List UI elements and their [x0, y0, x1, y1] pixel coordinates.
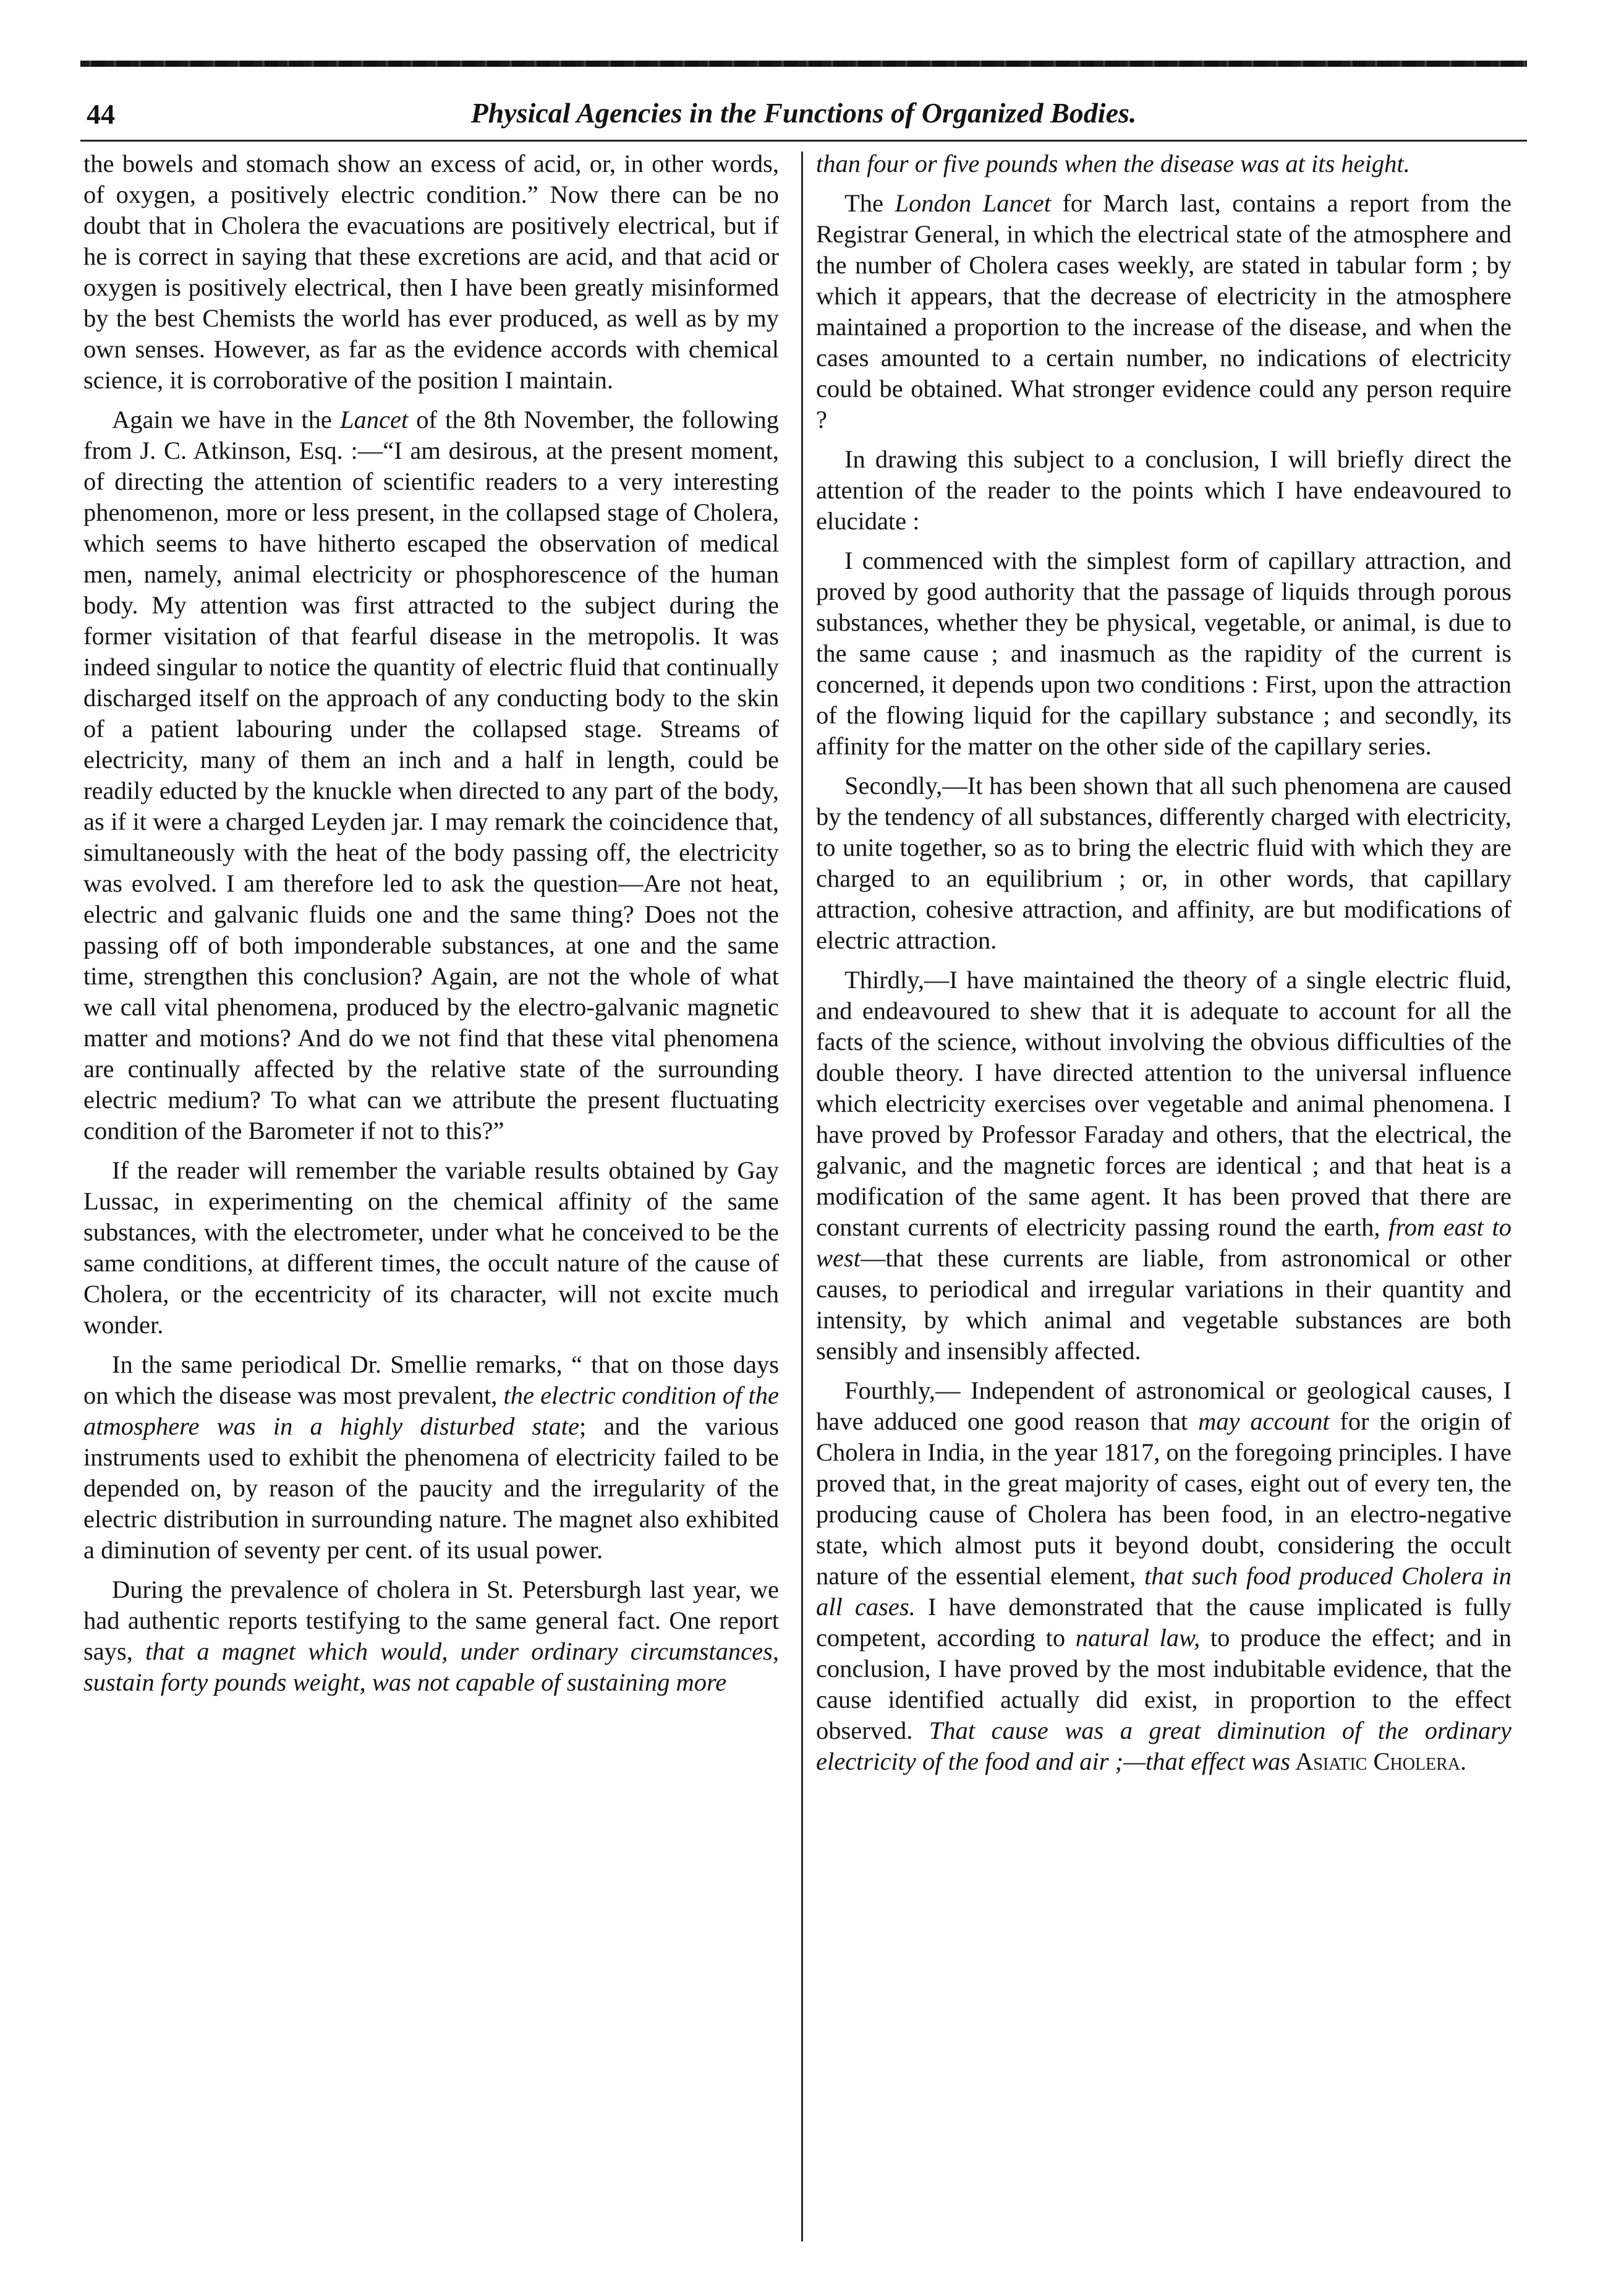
text-run: Thirdly,—I have maintained the theory of a single electric fluid, and endeavoured to shew that it is adequate to account for all the facts of the science, without involving the obvious difficulties of the double theory. I have directed attention to the universal influence which electricity exercises over vegetable and animal phenomena. I have proved by Professor Faraday and others, that the electrical, the galvanic, and the magnetic forces are identical ; and that heat is a modification of the same agent. It has been proved that there are constant currents of electricity passing round the earth,	[816, 966, 1511, 1241]
text-run: for March last, contains a report from the Registrar General, in which the electrical state of the atmosphere and the number of Cholera cases weekly, are stated in tabular form ; by which it appears, that the decrease of electricity in the atmosphere maintained a proportion to the increase of the disease, and when the cases amounted to a certain number, no indications of electricity could be obtained. What stronger evidence could any person require ?	[816, 189, 1511, 433]
text-run: for the origin of Cholera in India, in the year 1817, on the foregoing principles. I have proved that, in the great majority of cases, eight out of every ten, the producing cause of Cholera has been food, in an electro-negative state, which almost puts it beyond doubt, considering the occult nature of the essential element,	[816, 1407, 1511, 1590]
paragraph	[83, 404, 779, 1146]
text-run: Fourthly,— Independent of astronomical or geological causes, I have adduced one good reason that	[816, 1376, 1511, 1435]
paragraph	[816, 965, 1511, 1367]
paragraph: the bowels and stomach show an excess of acid, or, in other words, of oxygen, a positively electric condition.” Now there can be no doubt that in Cholera the evacuations are positively electrical, but if he is correct in saying that these excretions are acid, and that acid or oxygen is positively electrical, then I have been greatly misinformed by the best Chemists the world has ever produced, as well as by my own senses. However, as far as the evidence accords with chemical science, it is corroborative of the position I maintain.	[83, 150, 779, 394]
paragraph	[83, 1349, 779, 1566]
italic-text: London Lancet	[895, 189, 1051, 217]
running-title: Physical Agencies in the Functions of Organized Bodies.	[470, 97, 1137, 129]
small-caps-text: Asiatic Cholera.	[1290, 1747, 1467, 1775]
italic-text: that a magnet which would, under ordinary circumstances, sustain forty pounds weight, was not capable of sustaining more	[83, 1637, 779, 1696]
right-column	[816, 148, 1511, 2245]
page-number: 44	[87, 98, 115, 130]
paragraph: I commenced with the simplest form of capillary attraction, and proved by good authority that the passage of liquids through porous substances, whether they be physical, vegetable, or animal, is due to the same cause ; and inasmuch as the rapidity of the current is concerned, it depends upon two conditions : First, upon the attraction of the flowing liquid for the capillary substance ; and secondly, its affinity for the matter on the other side of the capillary series.	[816, 547, 1511, 760]
text-run: During the prevalence of cholera in St. Petersburgh last year, we had authentic reports testifying to the same general fact. One report says,	[83, 1576, 779, 1665]
text-run: The	[844, 189, 895, 217]
italic-text: Lancet	[339, 406, 409, 433]
text-run: to produce the effect; and in conclusion, I have proved by the most indubitable evidence, that the cause identified actually did exist, in proportion to the effect observed.	[816, 1624, 1511, 1744]
text-run: ; and the various instruments used to exhibit the phenomena of electricity failed to be depended on, by reason of the paucity and the irregularity of the electric distribution in surrounding nature. The magnet also exhibited a diminution of seventy per cent. of its usual power.	[83, 1412, 779, 1564]
italic-text: natural law,	[1075, 1624, 1201, 1652]
text-run: of the 8th November, the following from J. C. Atkinson, Esq. :—“I am desirous, at the present moment, of directing the attention of scientific readers to a very interesting phenomenon, more or less present, in the collapsed stage of Cholera, which seems to have hitherto escaped the observation of medical men, namely, animal electricity or phosphorescence of the human body. My attention was first attracted to the subject during the former visitation of that fearful disease in the metropolis. It was indeed singular to notice the quantity of electric fluid that continually discharged itself on the approach of any conducting body to the skin of a patient labouring under the collapsed stage. Streams of electricity, many of them an inch and a half in length, could be readily educted by the knuckle when directed to any part of the body, as if it were a charged Leyden jar. I may remark the coincidence that, simultaneously with the heat of the body passing off, the electricity was evolved. I am therefore led to ask the question—Are not heat, electric and galvanic fluids one and the same thing? Does not the passing off of both imponderable substances, at one and the same time, strengthen this conclusion? Again, are not the whole of what we call vital phenomena, produced by the electro-galvanic magnetic matter and motions? And do we not find that these vital phenomena are continually affected by the relative state of the surrounding electric medium? To what can we attribute the present fluctuating condition of the Barometer if not to this?”	[83, 406, 779, 1145]
paragraph: If the reader will remember the variable results obtained by Gay Lussac, in experimenting on the chemical affinity of the same substances, with the electrometer, under what he conceived to be the same conditions, at different times, the occult nature of the cause of Cholera, or the eccentricity of its character, will not excite much wonder.	[83, 1156, 779, 1339]
text-run: I have demonstrated that the cause implicated is fully competent, according to	[816, 1593, 1511, 1652]
text-run: In the same periodical Dr. Smellie remarks, “ that on those days on which the disease was most prevalent,	[83, 1350, 779, 1409]
paragraph	[816, 188, 1511, 435]
paragraph: In drawing this subject to a conclusion, I will briefly direct the attention of the reader to the points which I have endeavoured to elucidate :	[816, 445, 1511, 535]
left-column	[83, 148, 779, 2245]
page-header	[80, 74, 1527, 136]
paragraph: Secondly,—It has been shown that all such phenomena are caused by the tendency of all substances, differently charged with electricity, to unite together, so as to bring the electric fluid with which they are charged to an equilibrium ; or, in other words, that capillary attraction, cohesive attraction, and affinity, are but modifications of electric attraction.	[816, 772, 1511, 954]
italic-text: that such food produced Cholera in all cases.	[816, 1562, 1511, 1621]
italic-text: That cause was a great diminution of the ordinary electricity of the food and air ;—that effect was	[816, 1716, 1511, 1775]
paragraph: than four or five pounds when the disease was at its height.	[816, 150, 1410, 177]
italic-text: may account	[1198, 1407, 1330, 1435]
paragraph	[816, 1375, 1511, 1777]
italic-text: from east to west	[816, 1213, 1511, 1272]
header-rule	[80, 140, 1527, 142]
text-run: Again we have in the	[112, 406, 340, 433]
paragraph	[83, 1574, 779, 1698]
top-decorative-rule	[80, 61, 1527, 67]
text-run: —that these currents are liable, from astronomical or other causes, to periodical and irregular variations in their quantity and intensity, by which animal and vegetable substances are both sensibly and insensibly affected.	[816, 1244, 1511, 1365]
column-divider	[801, 151, 803, 2241]
italic-text: the electric condition of the atmosphere was in a highly disturbed state	[83, 1381, 779, 1440]
